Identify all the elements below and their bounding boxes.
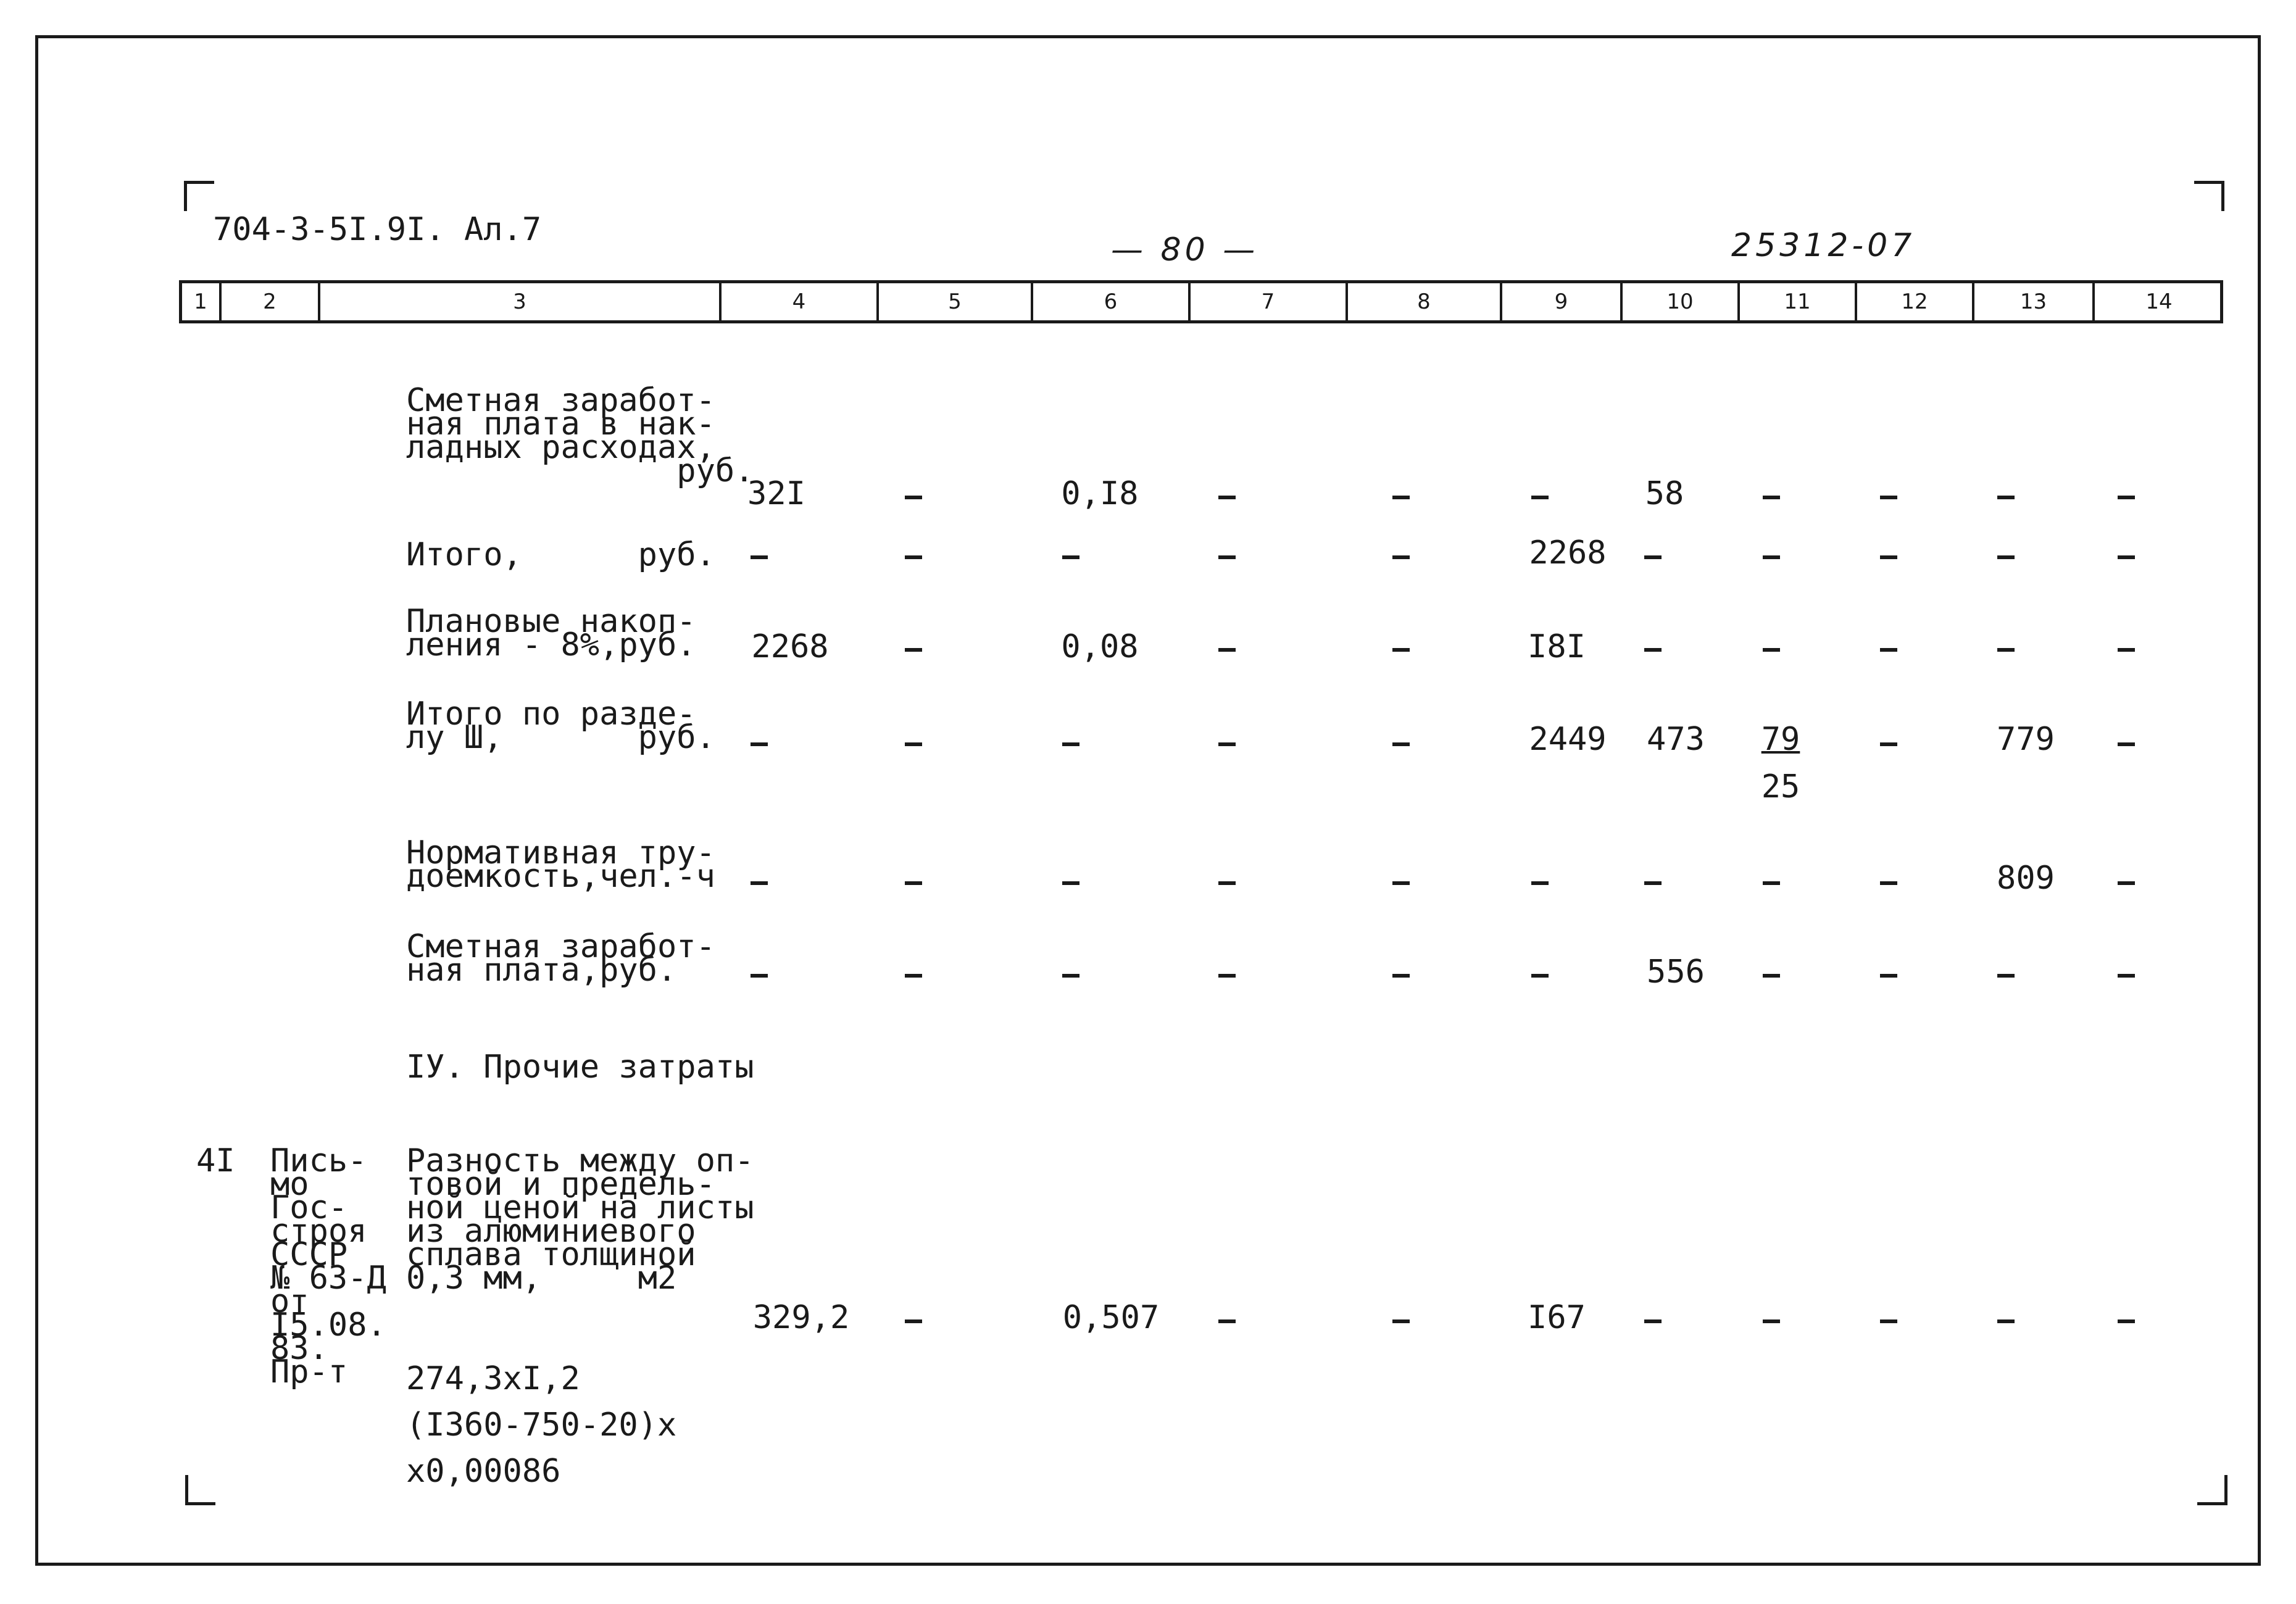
cell-col13-dash	[1997, 648, 2015, 652]
column-number: 6	[1031, 283, 1188, 320]
cell-col7-dash	[1218, 648, 1236, 652]
row-label: Итого по разде- лу Ш, руб.	[406, 696, 715, 756]
row-label: Итого, руб.	[406, 536, 715, 573]
cell-col11-dash	[1763, 1319, 1780, 1323]
cell-col7-dash	[1218, 881, 1236, 885]
column-number: 4	[719, 283, 876, 320]
cell-col9: I8I	[1528, 628, 1586, 665]
cell-col13: 779	[1997, 721, 2055, 758]
cell-col12-dash	[1880, 881, 1897, 885]
cell-col10: 473	[1647, 721, 1705, 758]
row-label: Плановые накоп- ления - 8%,руб.	[406, 603, 696, 663]
item-calc-line1: 274,3хI,2	[406, 1360, 580, 1397]
cell-col5-dash	[905, 742, 922, 746]
cell-col7-dash	[1218, 555, 1236, 559]
cell-col12-dash	[1880, 1319, 1897, 1323]
row-label: Сметная заработ- ная плата в нак- ладных расходах, руб.	[406, 382, 754, 489]
column-number: 13	[1972, 283, 2092, 320]
cell-col7-dash	[1218, 742, 1236, 746]
cell-col8-dash	[1392, 555, 1410, 559]
cell-col9-dash	[1531, 496, 1549, 499]
cell-col10: 58	[1645, 475, 1684, 512]
cell-col5-dash	[905, 555, 922, 559]
cell-col9-dash	[1531, 881, 1549, 885]
cell-col8-dash	[1392, 648, 1410, 652]
cell-col14-dash	[2118, 881, 2135, 885]
cell-col7-dash	[1218, 496, 1236, 499]
cell-col12-dash	[1880, 555, 1897, 559]
cell-col7-dash	[1218, 1319, 1236, 1323]
column-number: 2	[219, 283, 318, 320]
item-description: Разность между оп- товой и предель- ной ценой на листы из алюминиевого сплава толщиной 0,3 мм, м2	[406, 1142, 754, 1297]
cell-col9: I67	[1528, 1299, 1586, 1336]
column-number: 5	[876, 283, 1031, 320]
cell-col5-dash	[905, 974, 922, 978]
cell-col13-dash	[1997, 974, 2015, 978]
cell-col6: 0,507	[1062, 1299, 1160, 1336]
cell-col8-dash	[1392, 496, 1410, 499]
cell-col12-dash	[1880, 496, 1897, 499]
cell-col10-dash	[1644, 881, 1662, 885]
cell-col14-dash	[2118, 648, 2135, 652]
cell-col12-dash	[1880, 742, 1897, 746]
cell-col4: 329,2	[752, 1299, 850, 1336]
cell-col6-dash	[1062, 974, 1079, 978]
column-number: 1	[194, 289, 207, 314]
cell-col5-dash	[905, 496, 922, 499]
column-number: 11	[1737, 283, 1855, 320]
cell-col11-dash	[1763, 648, 1780, 652]
cell-col9-dash	[1531, 974, 1549, 978]
page-number: — 80 —	[1111, 231, 1259, 268]
column-number: 9	[1500, 283, 1620, 320]
cell-col4: 32I	[747, 475, 805, 512]
cell-col6-dash	[1062, 555, 1079, 559]
cell-col4-dash	[751, 742, 768, 746]
cell-col8-dash	[1392, 1319, 1410, 1323]
cell-col8-dash	[1392, 742, 1410, 746]
item-basis: Пись- мо Гос- строя СССР № 63-Д от I5.08. 83. Пр-т	[270, 1142, 386, 1390]
cell-col14-dash	[2118, 1319, 2135, 1323]
item-calc-line2: (I360-750-20)х	[406, 1407, 677, 1444]
cell-col9: 2268	[1529, 534, 1607, 571]
cell-col10: 556	[1647, 954, 1705, 991]
cell-col11-dash	[1763, 555, 1780, 559]
cell-col12-dash	[1880, 974, 1897, 978]
section-heading: IУ. Прочие затраты	[406, 1049, 754, 1086]
cell-col5-dash	[905, 881, 922, 885]
column-number: 7	[1188, 283, 1346, 320]
item-calc-line3: х0,00086	[406, 1453, 561, 1490]
corner-mark-top-right	[2194, 181, 2224, 211]
cell-col12-dash	[1880, 648, 1897, 652]
cell-col9: 2449	[1529, 721, 1607, 758]
column-number: 8	[1346, 283, 1500, 320]
corner-mark-bottom-right	[2197, 1475, 2227, 1505]
cell-col5-dash	[905, 1319, 922, 1323]
column-number: 10	[1620, 283, 1737, 320]
item-number: 4I	[196, 1142, 235, 1179]
column-number: 14	[2092, 283, 2223, 320]
cell-col13-dash	[1997, 1319, 2015, 1323]
cell-col6-dash	[1062, 881, 1079, 885]
cell-col11-denominator: 25	[1761, 768, 1800, 805]
cell-col14-dash	[2118, 555, 2135, 559]
cell-col13-dash	[1997, 555, 2015, 559]
cell-col14-dash	[2118, 496, 2135, 499]
inventory-number: 25312-07	[1731, 227, 1916, 264]
cell-col5-dash	[905, 648, 922, 652]
cell-col4-dash	[751, 555, 768, 559]
row-label: Сметная заработ- ная плата,руб.	[406, 928, 715, 989]
cell-col10-dash	[1644, 648, 1662, 652]
column-number-header	[179, 280, 2223, 323]
column-number: 3	[318, 283, 719, 320]
cell-col11-dash	[1763, 496, 1780, 499]
cell-col14-dash	[2118, 974, 2135, 978]
cell-col4: 2268	[751, 628, 829, 665]
cell-col4-dash	[751, 881, 768, 885]
cell-col11-numerator: 79	[1761, 721, 1800, 758]
cell-col6-dash	[1062, 742, 1079, 746]
cell-col8-dash	[1392, 974, 1410, 978]
cell-col7-dash	[1218, 974, 1236, 978]
cell-col4-dash	[751, 974, 768, 978]
column-number: 12	[1855, 283, 1972, 320]
cell-col11-dash	[1763, 974, 1780, 978]
cell-col8-dash	[1392, 881, 1410, 885]
cell-col13-dash	[1997, 496, 2015, 499]
cell-col10-dash	[1644, 555, 1662, 559]
document-code: 704-3-5I.9I. Ал.7	[213, 211, 542, 248]
corner-mark-bottom-left	[185, 1475, 215, 1505]
cell-col6: 0,I8	[1061, 475, 1139, 512]
cell-col6: 0,08	[1061, 628, 1139, 665]
cell-col14-dash	[2118, 742, 2135, 746]
cell-col11-dash	[1763, 881, 1780, 885]
cell-col13: 809	[1997, 860, 2055, 897]
cell-col10-dash	[1644, 1319, 1662, 1323]
corner-mark-top-left	[184, 181, 214, 211]
row-label: Нормативная тру- доемкость,чел.-ч	[406, 834, 715, 895]
